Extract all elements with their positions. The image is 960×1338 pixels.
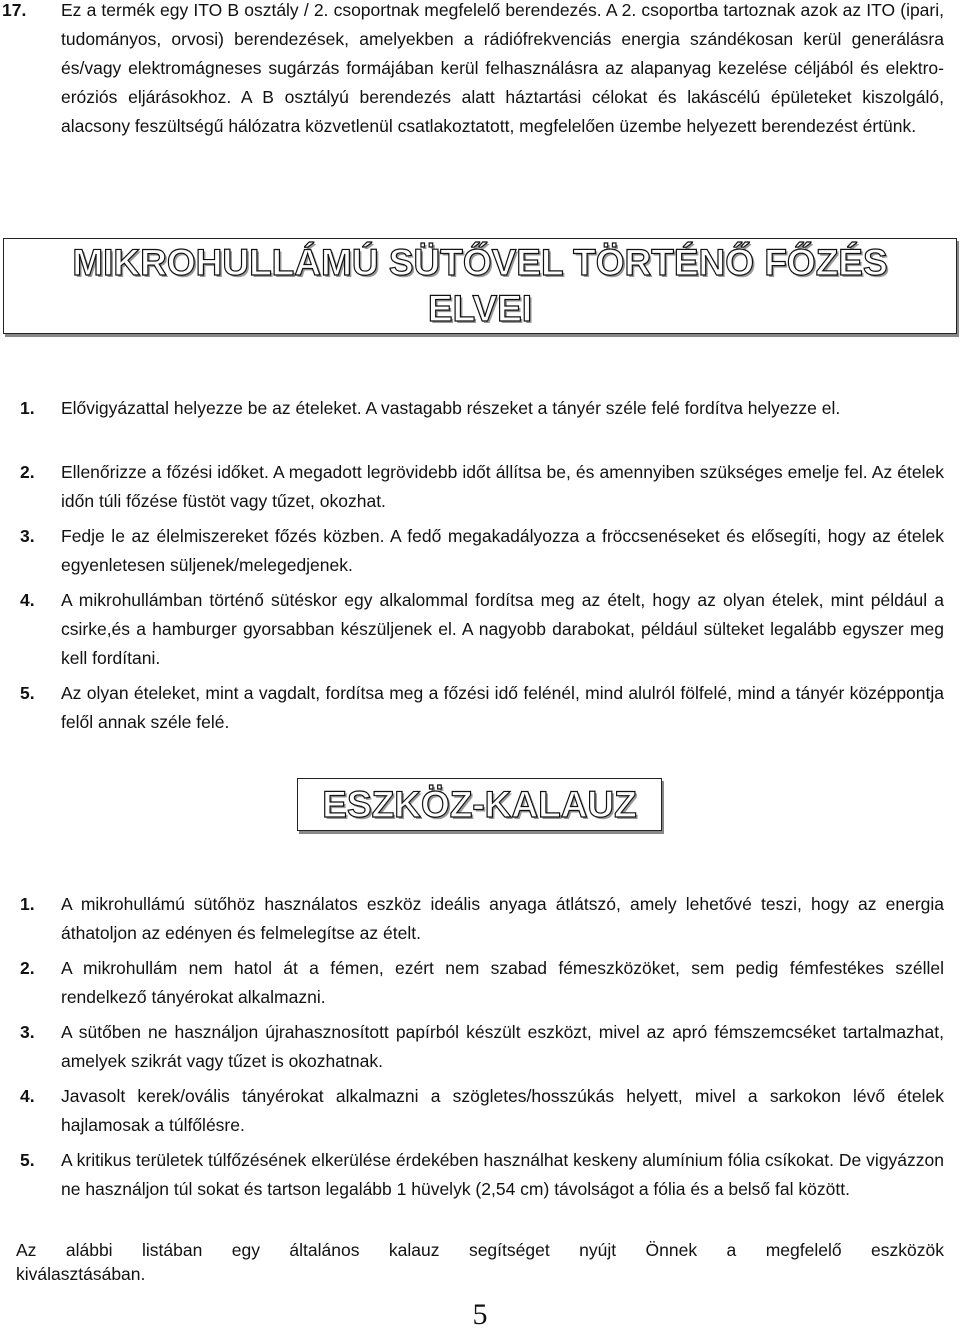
heading-line-1: MIKROHULLÁMÚ SÜTŐVEL TÖRTÉNŐ FŐZÉS <box>72 242 888 283</box>
item-text: A mikrohullámú sütőhöz használatos eszköz ideális anyaga átlátszó, amely lehetővé teszi, hogy az energia áthatoljon az edényen és felmelegítse az ételt. <box>61 894 944 943</box>
section-heading-cooking-principles <box>3 238 957 334</box>
item-number: 5. <box>20 1150 35 1170</box>
item-text: Ellenőrizze a főzési időket. A megadott legrövidebb időt állítsa be, és amennyiben szükséges emelje fel. Az ételek időn túli főzése füstöt vagy tűzet, okozhat. <box>61 462 944 511</box>
item-number: 3. <box>20 526 35 546</box>
item-text: Az olyan ételeket, mint a vagdalt, fordítsa meg a főzési idő felénél, mind alulról fölfelé, mind a tányér középpontja felől annak széle felé. <box>61 683 944 732</box>
item-text: Fedje le az élelmiszereket főzés közben. A fedő megakadályozza a fröccsenéseket és elősegíti, hogy az ételek egyenletesen süljenek/melegedjenek. <box>61 526 944 575</box>
section-heading-tool-guide: ESZKÖZ-KALAUZ <box>297 778 662 831</box>
intro-text: Ez a termék egy ITO B osztály / 2. csoportnak megfelelő berendezés. A 2. csoportba tartoznak azok az ITO (ipari, tudományos, orvosi) berendezések, amelyekben a rádiófrekvenciás energia szándékosan kerül generálásra és/vagy elektromágneses sugárzás formájában kerül felhasználásra az alapanyag kezelése céljából és elektro-eróziós eljárásokhoz. A B osztályú berendezés alatt háztartási célokat és lakáscélú épületeket kiszolgáló, alacsony feszültségű hálózatra közvetlenül csatlakoztatott, megfelelően üzembe helyezett berendezést értünk. <box>61 0 944 136</box>
list-item <box>0 394 944 423</box>
list-item <box>0 458 944 516</box>
item-number: 2. <box>20 958 35 978</box>
item-number: 1. <box>20 894 35 914</box>
page-number: 5 <box>472 1298 488 1331</box>
item-number: 4. <box>20 590 35 610</box>
list-item <box>0 1082 944 1140</box>
list-item <box>0 1146 944 1204</box>
closing-line-2: kiválasztásában. <box>16 1264 146 1284</box>
heading-line-2: ELVEI <box>427 288 533 329</box>
item-number: 4. <box>20 1086 35 1106</box>
intro-number: 17. <box>2 0 27 20</box>
list-item <box>0 522 944 580</box>
item-text: Javasolt kerek/ovális tányérokat alkalmazni a szögletes/hosszúkás helyett, mivel a sarkokon lévő ételek hajlamosak a túlfőlésre. <box>61 1086 944 1135</box>
item-text: A sütőben ne használjon újrahasznosított papírból készült eszközt, mivel az apró fémszemcséket tartalmazhat, amelyek szikrát vagy tűzet is okozhatnak. <box>61 1022 944 1071</box>
item-number: 2. <box>20 462 35 482</box>
closing-paragraph <box>16 1238 944 1286</box>
item-number: 1. <box>20 398 35 418</box>
list-item <box>0 954 944 1012</box>
item-text: A mikrohullámban történő sütéskor egy alkalommal fordítsa meg az ételt, hogy az olyan ételek, mint például a csirke,és a hamburger gyorsabban készüljenek el. A nagyobb darabokat, például sülteket legalább egyszer meg kell fordítani. <box>61 590 944 668</box>
item-text: A kritikus területek túlfőzésének elkerülése érdekében használhat keskeny alumínium fólia csíkokat. De vigyázzon ne használjon túl sokat és tartson legalább 1 hüvelyk (2,54 cm) távolságot a fólia és a belső fal között. <box>61 1150 944 1199</box>
closing-line-1: Az alábbi listában egy általános kalauz segítséget nyújt Önnek a megfelelő eszközök <box>16 1240 944 1260</box>
list-item <box>0 890 944 948</box>
item-text: Elővigyázattal helyezze be az ételeket. A vastagabb részeket a tányér széle felé fordítva helyezze el. <box>61 398 841 418</box>
item-number: 3. <box>20 1022 35 1042</box>
list-item <box>0 679 944 737</box>
item-number: 5. <box>20 683 35 703</box>
list-item <box>0 586 944 673</box>
list-item <box>0 1018 944 1076</box>
intro-paragraph <box>0 0 944 141</box>
item-text: A mikrohullám nem hatol át a fémen, ezért nem szabad fémeszközöket, sem pedig fémfestékes széllel rendelkező tányérokat alkalmazni. <box>61 958 944 1007</box>
